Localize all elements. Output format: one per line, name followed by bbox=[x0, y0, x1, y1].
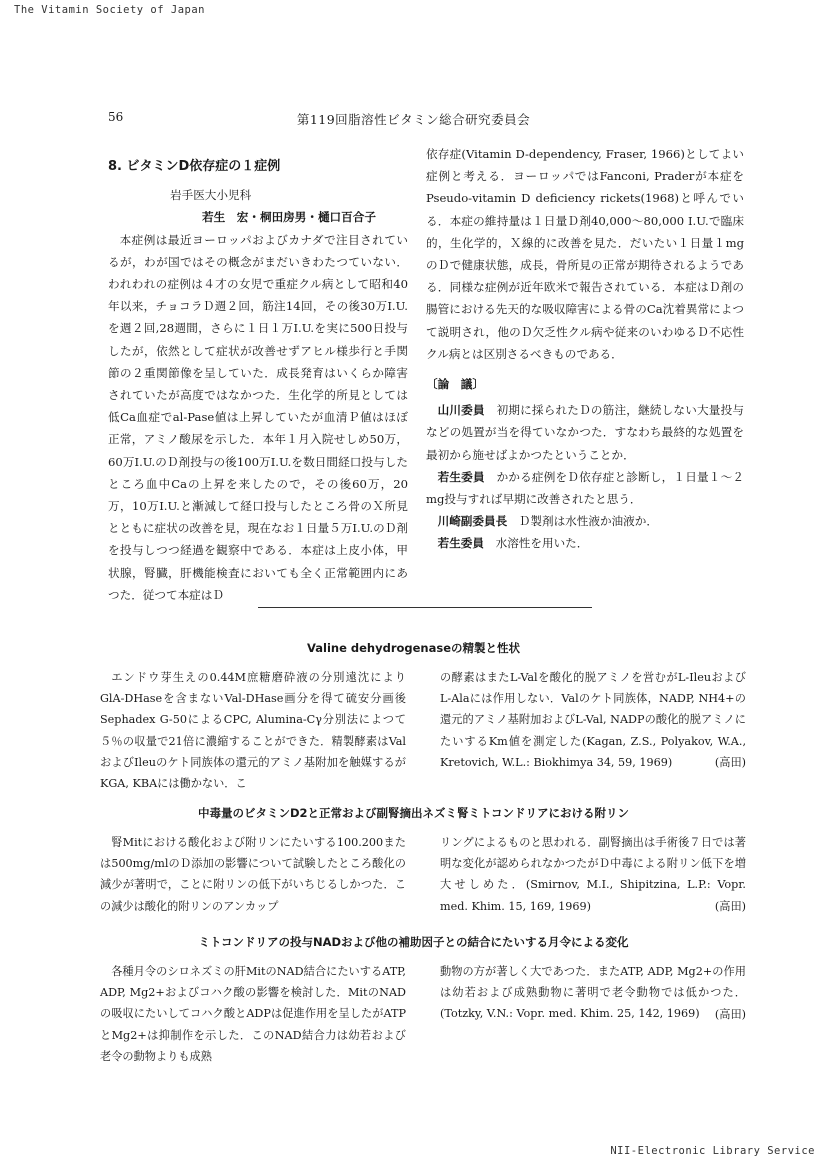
abstract-right-column bbox=[440, 667, 746, 773]
discussion-entry bbox=[426, 532, 744, 554]
abstract-text: 各種月令のシロネズミの肝MitのNAD結合にたいするATP, ADP, Mg2+およびコハク酸の影響を検討した．MitのNADの吸収にたいしてコハク酸とADPは促進作用を呈したがATPとMg2+は抑制作を示した．このNAD結合力は幼若および老令の動物よりも成熟 bbox=[100, 965, 406, 1063]
abstract-left-column bbox=[100, 667, 406, 794]
body-paragraph: 依存症(Vitamin D-dependency, Fraser, 1966)としてよい症例と考える．ヨーロッパではFanconi, Praderが本症をPseudo-vitamin D deficiency rickets(1968)と呼んでいる．本症の維持量は１日量Ｄ剤40,000～80,000 I.U.で臨床的，生化学的，Ｘ線的に改善を見た．だいたい１日量１mgのＤで健康状態，成長，骨所見の正常が期待されるようである．同様な症例が近年欧米で報告されている．本症はＤ剤の腸管における先天的な吸収障害による骨のCa沈着異常によつて説明され，他のＤ欠乏性クル病や従来のいわゆるＤ不応性クル病とは区別さるべきものである． bbox=[426, 147, 744, 361]
abstract-title: 中毒量のビタミンD2と正常および副腎摘出ネズミ腎ミトコンドリアにおける附リン bbox=[197, 806, 630, 820]
authors: 若生 宏・桐田房男・樋口百合子 bbox=[202, 210, 376, 225]
footer-service: NII-Electronic Library Service bbox=[610, 1145, 815, 1157]
article-right-column bbox=[426, 143, 744, 555]
discussion-entry bbox=[426, 399, 744, 466]
abstract-text: 腎Mitにおける酸化および附リンにたいする100.200または500mg/mlのＤ添加の影響について試験したところ酸化の減少が著明で，ことに附リンの低下がいちじるしかつた．この減少は酸化的附リンのアンカップ bbox=[100, 836, 406, 913]
article-title: 8. ビタミンD依存症の１症例 bbox=[108, 159, 281, 174]
society-header: The Vitamin Society of Japan bbox=[14, 4, 206, 16]
abstract-title: Valine dehydrogenaseの精製と性状 bbox=[306, 641, 521, 655]
abstract-credit: (高田) bbox=[714, 1007, 746, 1021]
abstract-credit: (高田) bbox=[714, 756, 746, 770]
discussion-entry bbox=[426, 466, 744, 510]
abstract-text: リングによるものと思われる．副腎摘出は手術後７日では著明な変化が認められなかつたがＤ中毒による附リン低下を増大せしめた．(Smirnov, M.I., Shipitzina, L.P.: Vopr. med. Khim. 15, 169, 1969) bbox=[440, 836, 746, 913]
abstract-text: エンドウ芽生えの0.44M庶糖磨砕液の分別遠沈によりGlA-DHaseを含まないVal-DHase画分を得て硫安分画後Sephadex G-50によるCPC, Alumina-Cγ分別法によつて５％の収量で21倍に濃縮することができた．精製酵素はValおよびIleuのケト同族体の還元的アミノ基附加を触媒するがKGA, KBAには働かない．こ bbox=[100, 671, 406, 791]
abstract-title: ミトコンドリアの投与NADおよび他の補助因子との結合にたいする月令による変化 bbox=[198, 935, 629, 949]
discussion-entry bbox=[426, 510, 744, 532]
abstract-right-column bbox=[440, 832, 746, 917]
speaker: 川崎副委員長 bbox=[437, 514, 508, 529]
abstract-credit: (高田) bbox=[714, 899, 746, 913]
running-title: 第119回脂溶性ビタミン総合研究委員会 bbox=[296, 112, 531, 127]
remark: Ｄ製剤は水性液か油液か． bbox=[518, 514, 658, 529]
speaker: 若生委員 bbox=[437, 536, 484, 551]
section-divider bbox=[258, 607, 592, 608]
body-paragraph: 本症例は最近ヨーロッパおよびカナダで注目されているが，わが国ではその概念がまだいきわたつていない．われわれの症例は４才の女児で重症クル病として昭和40年以来，チョコラＤ週２回，筋注14回，その後30万I.U.を週２回,28週間，さらに１日１万I.U.を実に500日投与したが，依然として症状が改善せずアヒル様歩行と手関節の２重関節像を呈していた．成長発育はいくらか障害されていたが高度ではなかつた．生化学的所見としては低Ca血症でal-Pase値は上昇していたが血清Ｐ値はほぼ正常，アミノ酸尿を示した．本年１月入院せしめ50万，60万I.U.のＤ剤投与の後100万I.U.を数日間経口投与したところ血中Caの上昇を来したので，その後60万，20万，10万I.U.と漸減して経口投与したところ骨のＸ所見とともに症状の改善を見，現在なお１日量５万I.U.のＤ剤を投与しつつ経過を観察中である．本症は上皮小体，甲状腺，腎臓，肝機能検査においても全く正常範囲内にあつた．従つて本症はＤ bbox=[108, 232, 408, 602]
remark: 初期に採られたＤの筋注，継続しない大量投与などの処置が当を得ていなかつた．すなわち最終的な処置を最初から施せばよかつたということか． bbox=[426, 403, 744, 462]
article-left-column bbox=[108, 156, 408, 606]
speaker: 若生委員 bbox=[437, 469, 485, 484]
page-number: 56 bbox=[108, 110, 124, 124]
discussion-heading: 〔論 議〕 bbox=[426, 377, 484, 392]
abstract-left-column bbox=[100, 961, 406, 1067]
abstract-text: 動物の方が著しく大であつた．またATP, ADP, Mg2+の作用は幼若および成熟動物に著明で老令動物では低かつた．(Totzky, V.N.: Vopr. med. Khim. 25, 142, 1969) bbox=[440, 965, 746, 1021]
affiliation: 岩手医大小児科 bbox=[170, 188, 252, 203]
abstract-left-column bbox=[100, 832, 406, 917]
remark: かかる症例をＤ依存症と診断し，１日量１～２mg投与すれば早期に改善されたと思う． bbox=[426, 469, 744, 507]
abstract-right-column bbox=[440, 961, 746, 1025]
remark: 水溶性を用いた． bbox=[495, 536, 589, 551]
speaker: 山川委員 bbox=[437, 403, 485, 418]
abstract-text: の酵素はまたL-Valを酸化的脱アミノを営むがL-IleuおよびL-Alaには作用しない．Valのケト同族体，NADP, NH4+の還元的アミノ基附加およびL-Val, NADPの酸化的脱アミノにたいするKm値を測定した(Kagan, Z.S., Polyakov, W.A., Kretovich, W.L.: Biokhimya 34, 59, 1969) bbox=[440, 671, 746, 769]
